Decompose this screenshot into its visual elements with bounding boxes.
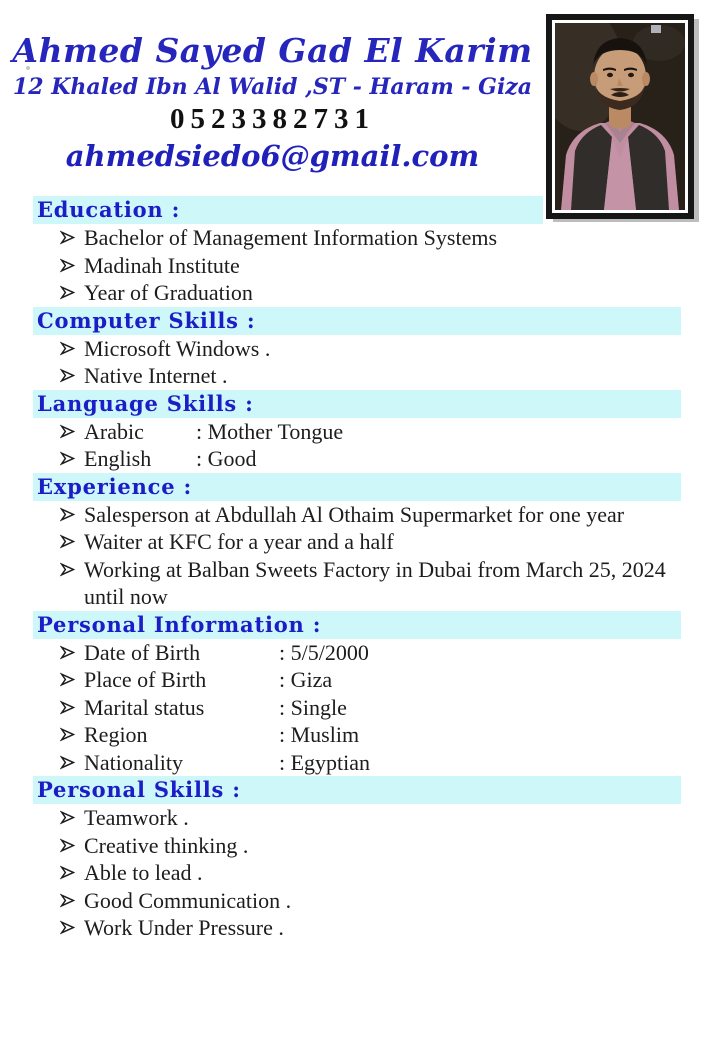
arrow-bullet-icon (60, 645, 75, 660)
section-header-personal-information (33, 611, 681, 639)
list-item-text: Year of Graduation (84, 280, 253, 305)
info-label: Marital status (84, 694, 205, 720)
arrow-bullet-icon (60, 810, 75, 825)
list-item (0, 224, 704, 252)
list-item-text: Salesperson at Abdullah Al Othaim Supermarket for one year (84, 501, 625, 527)
arrow-bullet-icon (60, 755, 75, 770)
list-item (0, 252, 704, 280)
list-item (0, 501, 704, 529)
personal-skills-list (0, 804, 704, 942)
profile-photo (546, 14, 694, 219)
list-item-text: Teamwork . (84, 805, 189, 830)
list-item (0, 279, 704, 307)
list-item (0, 528, 704, 556)
list-item-text: Madinah Institute (84, 252, 240, 278)
list-item (0, 335, 704, 363)
list-item-text: Bachelor of Management Information Systems (84, 225, 498, 250)
section-title: Education : (37, 197, 181, 222)
arrow-bullet-icon (60, 507, 75, 522)
arrow-bullet-icon (60, 258, 75, 273)
info-label: Date of Birth (84, 639, 201, 665)
language-row (84, 418, 343, 446)
section-header-experience (33, 473, 681, 501)
cv-header (0, 0, 704, 196)
info-row (84, 694, 347, 722)
list-item-text: Microsoft Windows . (84, 335, 271, 361)
info-row (84, 639, 369, 667)
arrow-bullet-icon (60, 893, 75, 908)
info-value: : Egyptian (279, 749, 371, 775)
list-item (0, 362, 704, 390)
arrow-bullet-icon (60, 838, 75, 853)
info-label: Place of Birth (84, 667, 207, 692)
info-value: : Muslim (279, 722, 360, 747)
list-item (0, 694, 704, 722)
info-value: : Single (279, 694, 347, 720)
arrow-bullet-icon (60, 424, 75, 439)
person-name: Ahmed Sayed Gad El Karim (12, 31, 533, 70)
list-item (0, 859, 704, 887)
info-label: Nationality (84, 749, 183, 775)
list-item (0, 749, 704, 777)
section-title: Personal Skills : (37, 777, 241, 802)
list-item-text: Work Under Pressure . (84, 915, 284, 940)
language-value: : Good (196, 446, 257, 471)
arrow-bullet-icon (60, 285, 75, 300)
address-line: 12 Khaled Ibn Al Walid ,ST - Haram - Giza (12, 74, 533, 100)
info-value: : 5/5/2000 (279, 639, 369, 665)
list-item (0, 914, 704, 942)
experience-list (0, 501, 704, 611)
arrow-bullet-icon (60, 230, 75, 245)
arrow-bullet-icon (60, 727, 75, 742)
section-title: Computer Skills : (37, 307, 256, 333)
arrow-bullet-icon (60, 562, 75, 577)
list-item (0, 639, 704, 667)
arrow-bullet-icon (60, 920, 75, 935)
section-header-personal-skills (33, 776, 681, 804)
info-row (84, 749, 370, 777)
list-item-text: Able to lead . (84, 860, 203, 885)
arrow-bullet-icon (60, 341, 75, 356)
section-title: Language Skills : (37, 390, 254, 416)
language-label: English (84, 446, 152, 471)
section-header-language-skills (33, 390, 681, 418)
arrow-bullet-icon (60, 534, 75, 549)
computer-skills-list (0, 335, 704, 390)
language-label: Arabic (84, 418, 144, 444)
list-item (0, 887, 704, 915)
arrow-bullet-icon (60, 368, 75, 383)
list-item (0, 418, 704, 446)
education-list (0, 224, 704, 307)
section-title: Experience : (37, 473, 193, 499)
list-item (0, 832, 704, 860)
info-row (84, 721, 359, 749)
info-value: : Giza (279, 667, 333, 692)
list-item-text: Good Communication . (84, 887, 292, 913)
list-item (0, 666, 704, 694)
section-header-education (33, 196, 543, 224)
section-title: Personal Information : (37, 611, 322, 637)
personal-information-list (0, 639, 704, 777)
language-value: : Mother Tongue (196, 418, 344, 444)
list-item (0, 721, 704, 749)
profile-photo-illustration (555, 23, 685, 210)
list-item-text: Creative thinking . (84, 832, 249, 858)
arrow-bullet-icon (60, 865, 75, 880)
info-row (84, 666, 332, 694)
section-header-computer-skills (33, 307, 681, 335)
contact-block (0, 0, 545, 176)
language-row (84, 445, 257, 473)
language-skills-list (0, 418, 704, 473)
list-item (0, 445, 704, 473)
list-item-text: Waiter at KFC for a year and a half (84, 529, 394, 554)
arrow-bullet-icon (60, 672, 75, 687)
list-item-text: Working at Balban Sweets Factory in Dubai from March 25, 2024 until now (84, 556, 666, 609)
arrow-bullet-icon (60, 700, 75, 715)
list-item-text: Native Internet . (84, 363, 228, 388)
list-item (0, 556, 704, 611)
info-label: Region (84, 722, 148, 747)
email-address: ahmedsiedo6@gmail.com (65, 139, 480, 173)
arrow-bullet-icon (60, 451, 75, 466)
list-item (0, 804, 704, 832)
phone-number: 0523382731 (170, 103, 375, 135)
